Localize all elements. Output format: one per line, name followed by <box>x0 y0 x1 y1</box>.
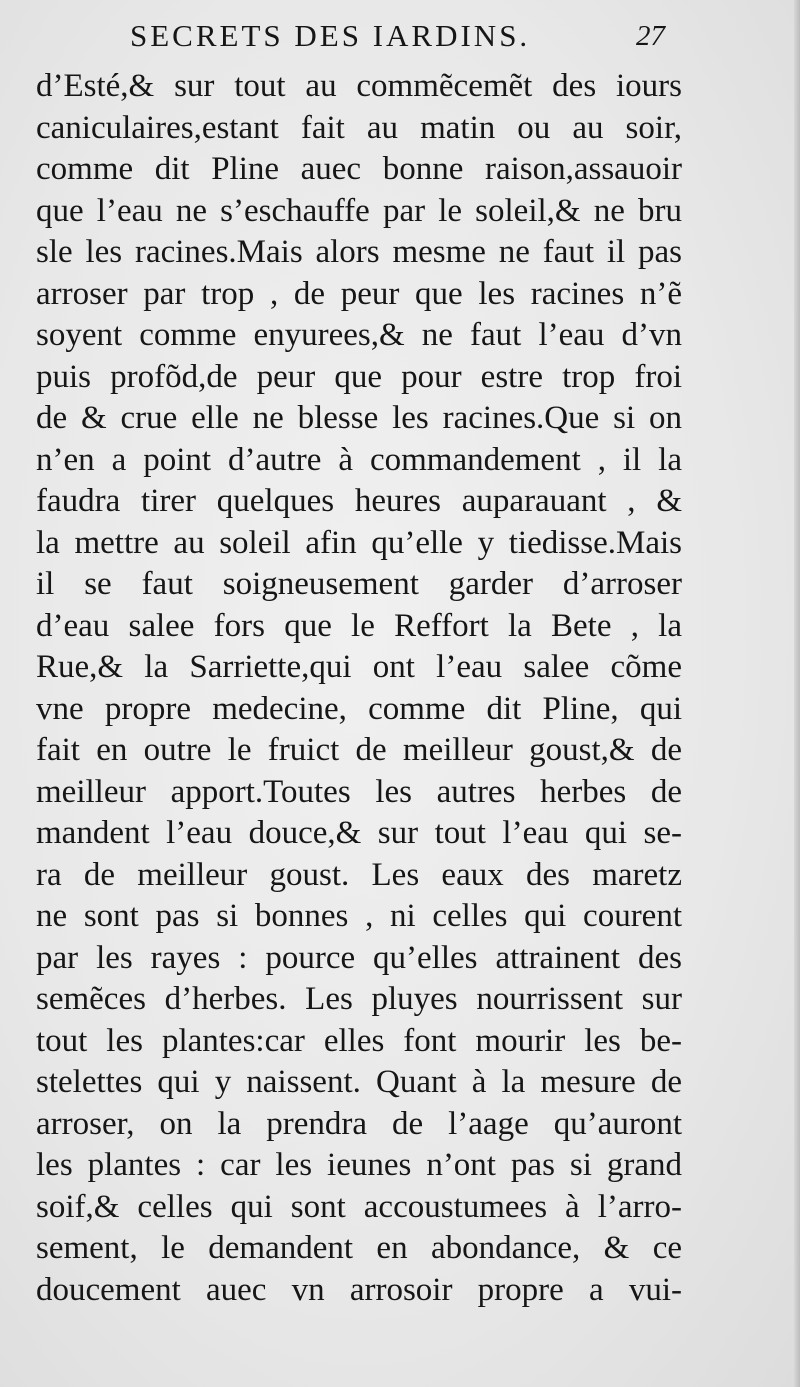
text-line: faudra tirer quelques heures auparauant , & <box>36 483 682 519</box>
text-line: soif,& celles qui sont accoustumees à l’arro- <box>36 1188 682 1225</box>
text-line: comme dit Pline auec bonne raison,assauoir <box>36 151 682 187</box>
text-line: fait en outre le fruict de meilleur goust,& de <box>36 732 682 768</box>
page-number: 27 <box>636 20 665 52</box>
text-line: la mettre au soleil afin qu’elle y tiedisse.Mais <box>36 524 682 561</box>
text-line: puis profõd,de peur que pour estre trop froi <box>36 358 682 395</box>
text-line: arroser par trop , de peur que les racines n’ẽ <box>36 275 682 312</box>
text-line: sle les racines.Mais alors mesme ne faut il pas <box>36 234 682 270</box>
text-line: ne sont pas si bonnes , ni celles qui courent <box>36 898 682 934</box>
text-line: d’eau salee fors que le Reffort la Bete , la <box>36 607 682 644</box>
text-line: n’en a point d’autre à commandement , il la <box>36 441 682 478</box>
text-line: arroser, on la prendra de l’aage qu’auront <box>36 1105 682 1142</box>
text-line: tout les plantes:car elles font mourir les be- <box>36 1022 682 1059</box>
text-line: vne propre medecine, comme dit Pline, qui <box>36 690 682 727</box>
text-line: ra de meilleur goust. Les eaux des maretz <box>36 856 682 893</box>
body-text <box>36 66 682 1311</box>
text-line: meilleur apport.Toutes les autres herbes de <box>36 773 682 810</box>
text-line: sement, le demandent en abondance, & ce <box>36 1230 682 1266</box>
text-line: d’Esté,& sur tout au commẽcemẽt des iours <box>36 68 682 104</box>
text-line: Rue,& la Sarriette,qui ont l’eau salee cõme <box>36 649 682 685</box>
text-line: mandent l’eau douce,& sur tout l’eau qui se- <box>36 815 682 851</box>
text-line: de & crue elle ne blesse les racines.Que si on <box>36 400 682 436</box>
text-line: doucement auec vn arrosoir propre a vui- <box>36 1271 682 1308</box>
text-line: que l’eau ne s’eschauffe par le soleil,& ne bru <box>36 192 682 229</box>
text-line: caniculaires,estant fait au matin ou au soir, <box>36 109 682 146</box>
running-title: SECRETS DES IARDINS. <box>130 18 531 53</box>
text-line: les plantes : car les ieunes n’ont pas si grand <box>36 1147 682 1183</box>
page-edge <box>794 0 800 1387</box>
text-line: soyent comme enyurees,& ne faut l’eau d’vn <box>36 317 682 353</box>
text-line: par les rayes : pource qu’elles attrainent des <box>36 939 682 976</box>
text-line: il se faut soigneusement garder d’arroser <box>36 566 682 602</box>
text-line: stelettes qui y naissent. Quant à la mesure de <box>36 1064 682 1100</box>
text-line: semẽces d’herbes. Les pluyes nourrissent sur <box>36 981 682 1017</box>
